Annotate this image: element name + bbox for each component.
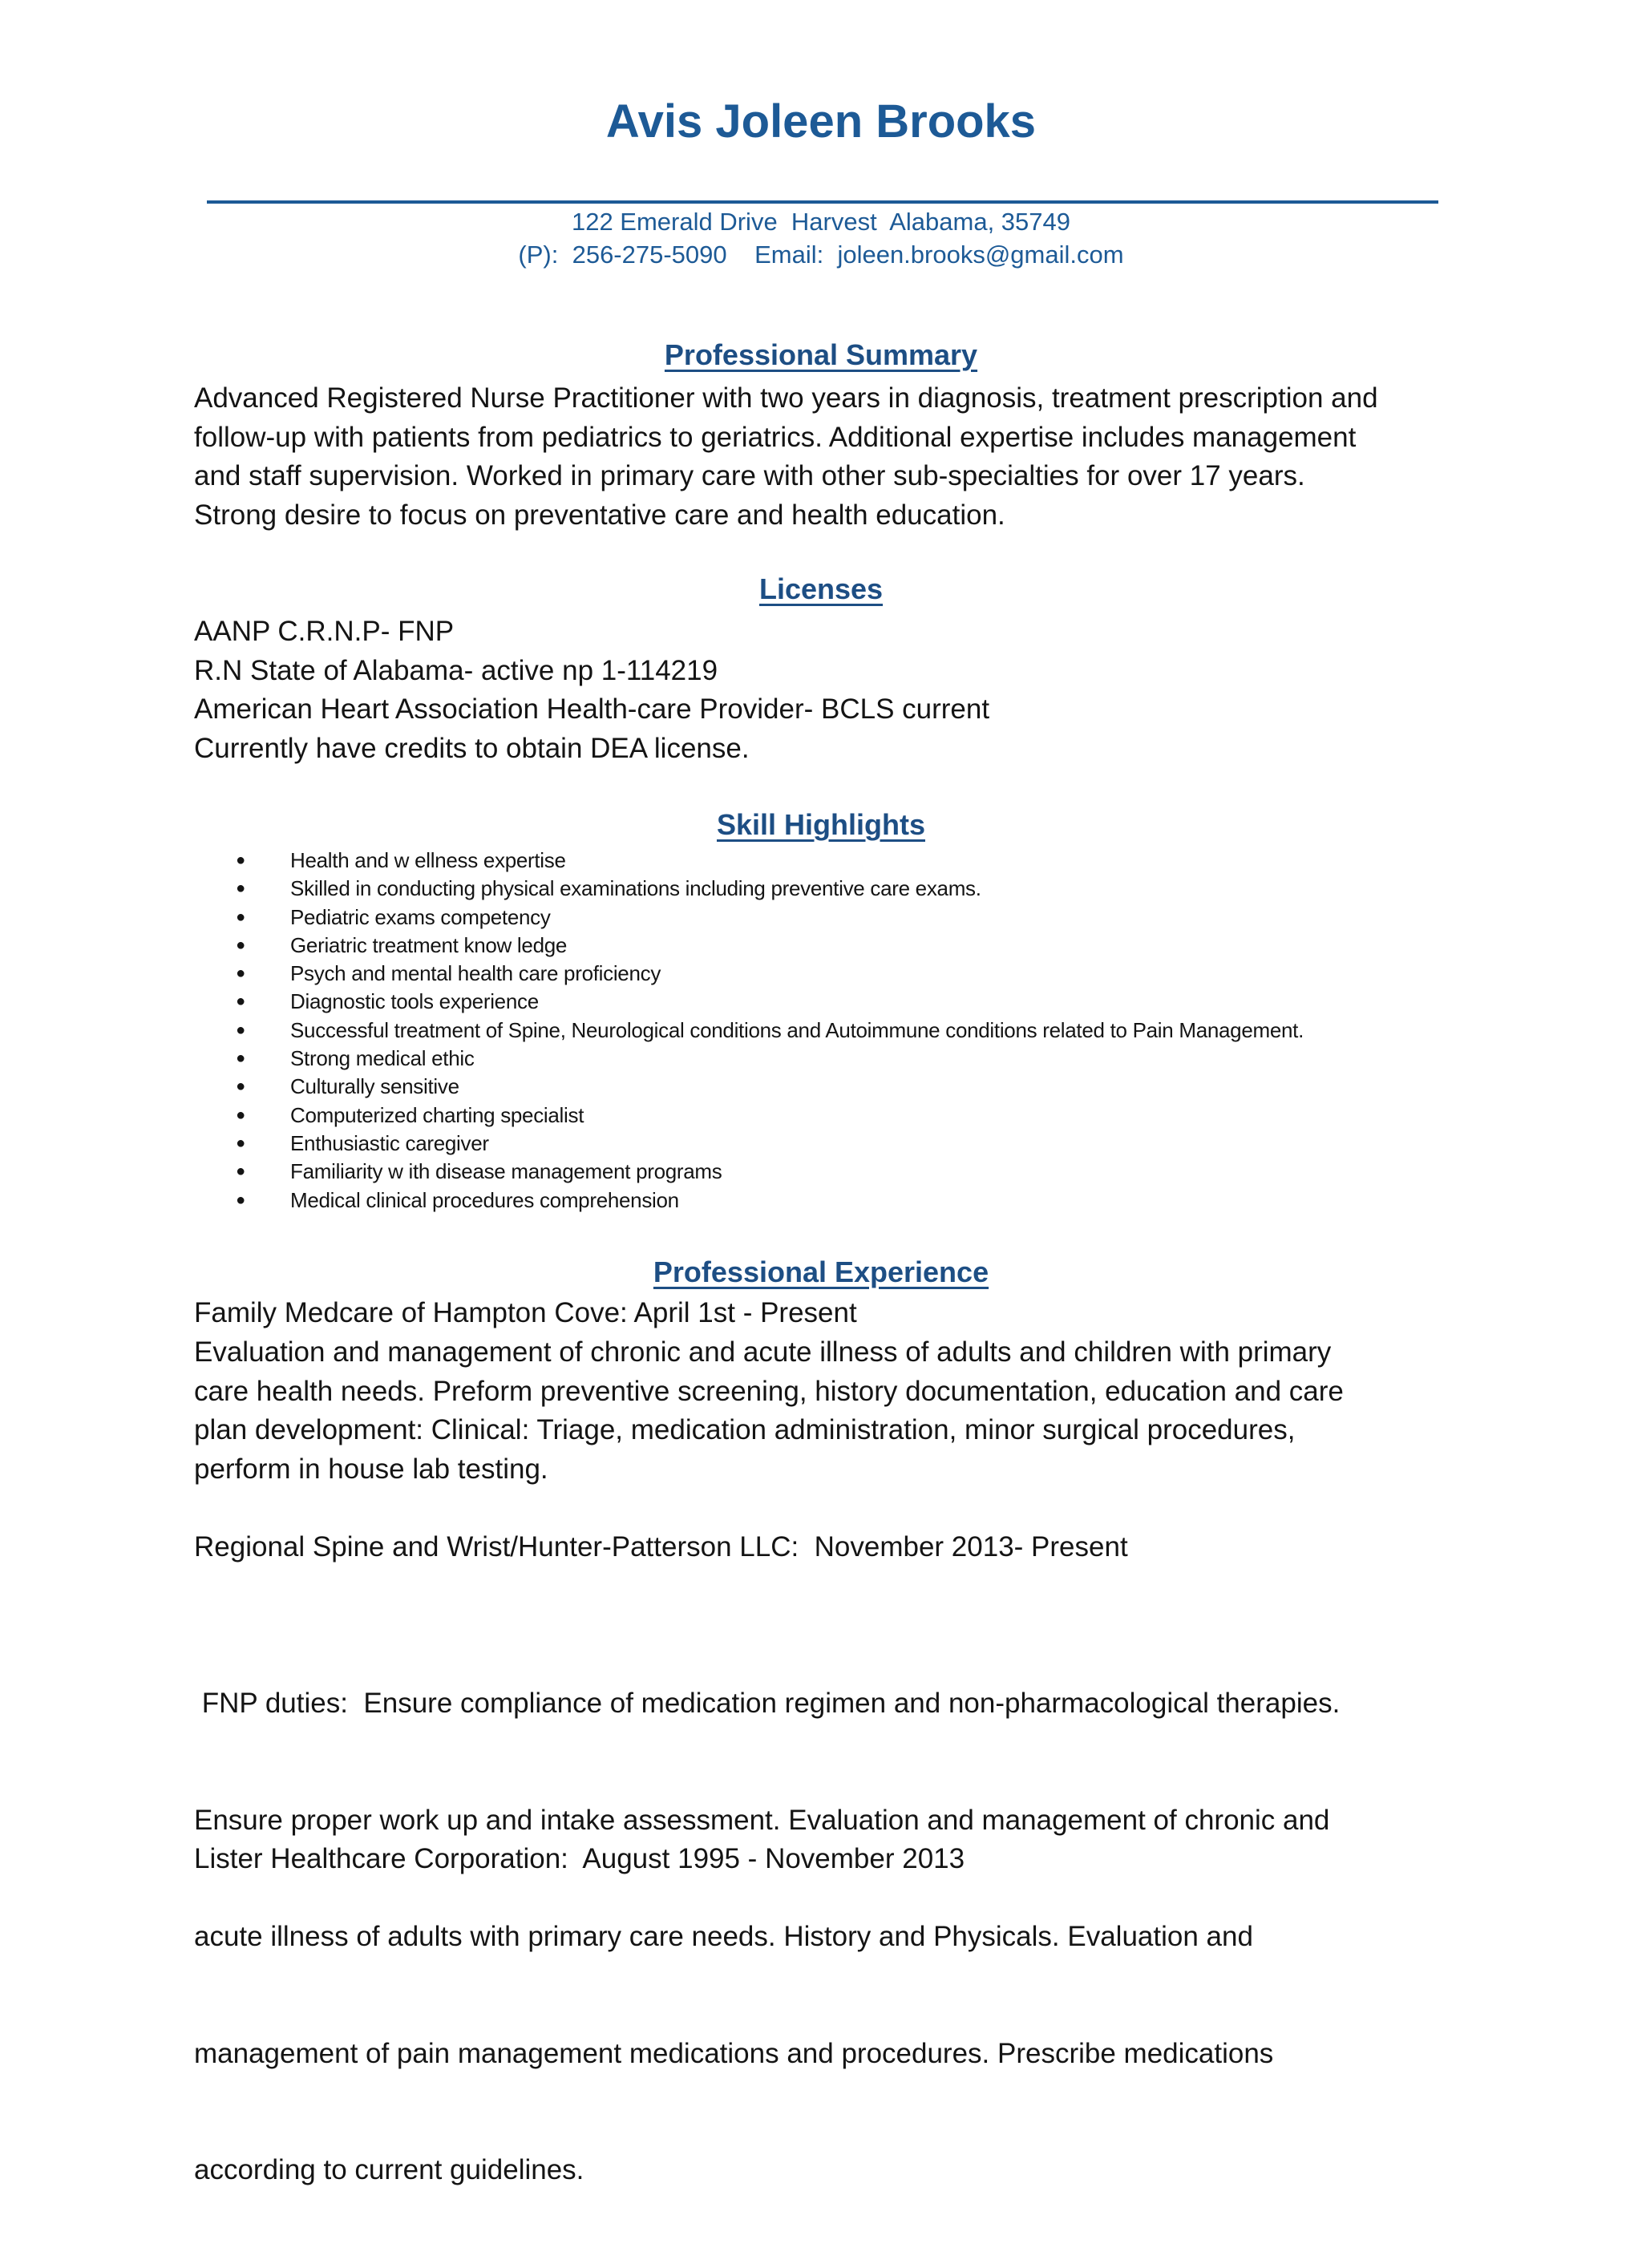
job-description [194,1333,1461,1489]
job-description-line: management of pain management medications and procedures. Prescribe medications [194,2037,1274,2069]
bullet-icon: ● [236,1106,245,1124]
summary-body [194,379,1461,535]
bullet-icon: ● [236,964,245,983]
list-item [233,1130,1304,1158]
summary-heading: Professional Summary [664,338,978,371]
list-item [233,847,1304,875]
job-description-line: according to current guidelines. [194,2154,584,2185]
summary-line: Strong desire to focus on preventative care and health education. [194,499,1005,531]
job-description [194,1607,1461,2268]
bullet-icon: ● [236,993,245,1011]
bullet-icon: ● [236,1134,245,1152]
list-item [233,1158,1304,1186]
address-line: 122 Emerald Drive Harvest Alabama, 35749 [571,208,1071,236]
job-description-line: perform in house lab testing. [194,1453,548,1485]
skill-text: Diagnostic tools experience [290,989,539,1014]
license-line: American Heart Association Health-care Provider- BCLS current [194,693,990,725]
list-item [233,875,1304,903]
skill-text: Strong medical ethic [290,1046,475,1071]
summary-line: and staff supervision. Worked in primary care with other sub-specialties for over 17 years. [194,460,1305,491]
bullet-icon: ● [236,908,245,926]
list-item [233,904,1304,932]
job-description-line: FNP duties: Ensure compliance of medication regimen and non-pharmacological therapies. [194,1688,1341,1719]
header-divider [207,200,1438,204]
skill-text: Medical clinical procedures comprehension [290,1187,679,1212]
job-description-line: acute illness of adults with primary care needs. History and Physicals. Evaluation and [194,1921,1253,1952]
list-item [233,1045,1304,1073]
license-line: R.N State of Alabama- active np 1-114219 [194,654,718,686]
list-item [233,960,1304,988]
contact-line: (P): 256-275-5090 Email: joleen.brooks@gmail.com [518,241,1124,269]
skill-text: Enthusiastic caregiver [290,1130,489,1155]
skill-text: Skilled in conducting physical examinations including preventive care exams. [290,876,981,901]
job-description-line: plan development: Clinical: Triage, medication administration, minor surgical procedures, [194,1414,1296,1445]
bullet-icon: ● [236,1021,245,1039]
bullet-icon: ● [236,1049,245,1068]
job-description-line: care health needs. Preform preventive screening, history documentation, education and care [194,1375,1344,1407]
bullet-icon: ● [236,1162,245,1181]
list-item [233,1017,1304,1045]
job-title: Lister Healthcare Corporation: August 1995 - November 2013 [194,1843,965,1874]
skills-list [233,847,1304,1215]
bullet-icon: ● [236,1191,245,1209]
skills-heading: Skill Highlights [716,808,925,841]
licenses-body [194,612,1461,768]
skill-text: Familiarity w ith disease management programs [290,1159,722,1184]
job-title: Family Medcare of Hampton Cove: April 1st - Present [194,1297,857,1328]
licenses-heading: Licenses [758,572,884,605]
skill-text: Computerized charting specialist [290,1102,584,1127]
job-description-line: Ensure proper work up and intake assessment. Evaluation and management of chronic and [194,1804,1330,1836]
list-item [233,1073,1304,1101]
experience-heading: Professional Experience [653,1255,989,1288]
skill-text: Successful treatment of Spine, Neurological conditions and Autoimmune conditions related to Pain Management. [290,1017,1304,1042]
bullet-icon: ● [236,851,245,869]
skill-text: Culturally sensitive [290,1074,459,1099]
job-title: Regional Spine and Wrist/Hunter-Patterson LLC: November 2013- Present [194,1531,1128,1563]
skill-text: Pediatric exams competency [290,904,551,929]
skill-text: Geriatric treatment know ledge [290,932,568,957]
license-line: AANP C.R.N.P- FNP [194,616,455,647]
job-description-line: Evaluation and management of chronic and acute illness of adults and children with primary [194,1336,1332,1368]
list-item [233,988,1304,1016]
license-line: Currently have credits to obtain DEA license. [194,732,750,764]
bullet-icon: ● [236,936,245,954]
list-item [233,1187,1304,1215]
bullet-icon: ● [236,879,245,898]
list-item [233,932,1304,960]
summary-line: follow-up with patients from pediatrics to geriatrics. Additional expertise includes management [194,421,1357,453]
skill-text: Psych and mental health care proficiency [290,961,661,986]
skill-text: Health and w ellness expertise [290,848,566,872]
summary-line: Advanced Registered Nurse Practitioner with two years in diagnosis, treatment prescription and [194,382,1378,414]
candidate-name: Avis Joleen Brooks [605,95,1037,148]
bullet-icon: ● [236,1077,245,1096]
list-item [233,1102,1304,1130]
